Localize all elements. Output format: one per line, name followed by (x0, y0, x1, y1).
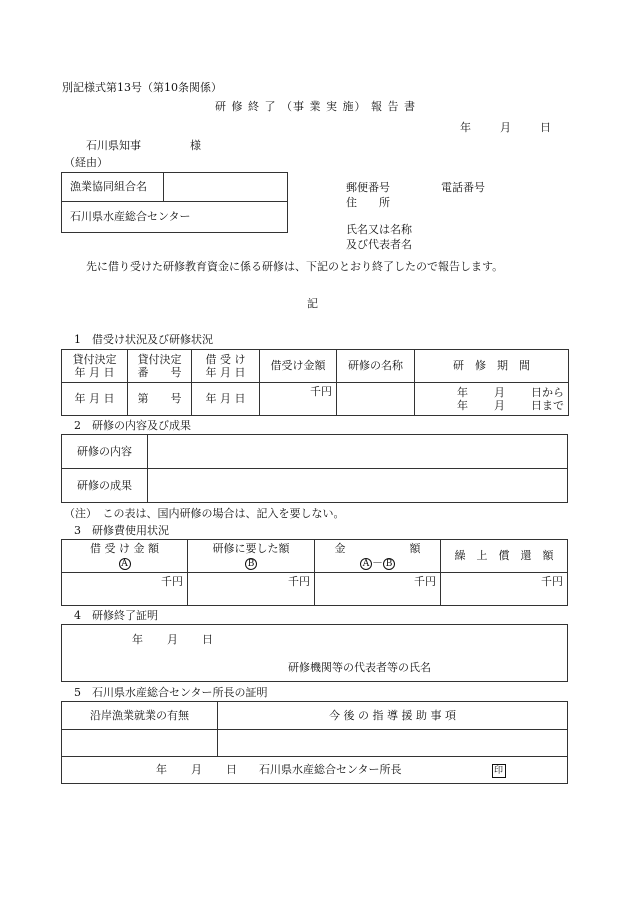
header-training-cost: 研修に要した額 B (188, 540, 315, 573)
header-guidance: 今 後 の 指 導 援 助 事 項 (218, 702, 568, 730)
section2-title: 2 研修の内容及び成果 (74, 419, 191, 432)
note-text: （注） この表は、国内研修の場合は、記入を要しない。 (64, 507, 345, 520)
header-decision-no: 貸付決定 番 号 (128, 350, 192, 383)
union-name-field[interactable] (164, 173, 288, 202)
header-difference: 金 額 A － B (315, 540, 441, 573)
header-training-name: 研修の名称 (337, 350, 415, 383)
date-year: 年 (460, 121, 471, 134)
content-label: 研修の内容 (62, 435, 148, 469)
cell-decision-no[interactable]: 第 号 (128, 383, 192, 416)
report-date (460, 121, 551, 134)
cert-date: 年 月 日 (132, 633, 213, 646)
cell-borrow-date[interactable]: 年 月 日 (192, 383, 260, 416)
cell-training-cost[interactable]: 千円 (188, 573, 315, 606)
cell-borrowed-amount[interactable]: 千円 (62, 573, 188, 606)
header-decision-date: 貸付決定 年 月 日 (62, 350, 128, 383)
result-field[interactable] (148, 469, 568, 503)
rep-name-label: 研修機関等の代表者等の氏名 (288, 661, 431, 674)
expense-table (61, 539, 568, 606)
ki-mark: 記 (307, 297, 318, 310)
header-amount: 借受け金額 (260, 350, 337, 383)
phone-label: 電話番号 (441, 181, 485, 194)
content-field[interactable] (148, 435, 568, 469)
cell-training-name[interactable] (337, 383, 415, 416)
intro-text: 先に借り受けた研修教育資金に係る研修は、下記のとおり終了したので報告します。 (86, 260, 504, 273)
postal-label: 郵便番号 (346, 181, 390, 194)
page-title: 研 修 終 了 （事 業 実 施） 報 告 書 (215, 100, 416, 113)
mark-b: B (245, 558, 257, 570)
date-month: 月 (500, 121, 511, 134)
section5-title: 5 石川県水産総合センター所長の証明 (74, 686, 268, 699)
borrowing-table (61, 349, 569, 416)
center-name: 石川県水産総合センター (62, 202, 288, 233)
section1-title: 1 借受け状況及び研修状況 (74, 333, 213, 346)
seal-mark: 印 (492, 764, 506, 778)
header-borrowed-amount: 借 受 け 金 額 A (62, 540, 188, 573)
form-number: 別記様式第13号（第10条関係） (62, 81, 222, 94)
completion-certificate-box[interactable] (61, 624, 568, 682)
via-label: （経由） (64, 156, 108, 169)
director-title: 石川県水産総合センター所長 (259, 762, 402, 776)
cell-coastal-fishery[interactable] (62, 730, 218, 757)
applicant-name-label: 氏名又は名称 (346, 223, 412, 236)
training-result-table (61, 434, 568, 503)
result-label: 研修の成果 (62, 469, 148, 503)
header-period: 研 修 期 間 (415, 350, 569, 383)
header-borrow-date: 借 受 け 年 月 日 (192, 350, 260, 383)
header-coastal-fishery: 沿岸漁業就業の有無 (62, 702, 218, 730)
cell-decision-date[interactable]: 年 月 日 (62, 383, 128, 416)
union-label: 漁業協同組合名 (62, 173, 164, 202)
director-cert-table (61, 701, 568, 784)
cell-early-repayment[interactable]: 千円 (441, 573, 568, 606)
header-early-repayment: 繰 上 償 還 額 (441, 540, 568, 573)
section4-title: 4 研修終了証明 (74, 609, 158, 622)
cell-period[interactable]: 年 月 日から 年 月 日まで (415, 383, 569, 416)
representative-label: 及び代表者名 (346, 238, 412, 251)
cell-guidance[interactable] (218, 730, 568, 757)
mark-a: A (119, 558, 131, 570)
date-day: 日 (540, 121, 551, 134)
director-signature-row[interactable]: 年 月 日 石川県水産総合センター所長 印 (62, 757, 568, 784)
routing-box (61, 172, 288, 233)
addressee-honorific: 様 (190, 139, 201, 152)
address-label: 住 所 (346, 196, 390, 209)
addressee-name: 石川県知事 (86, 139, 141, 152)
section3-title: 3 研修費使用状況 (74, 524, 169, 537)
cell-amount[interactable]: 千円 (260, 383, 337, 416)
cell-difference[interactable]: 千円 (315, 573, 441, 606)
